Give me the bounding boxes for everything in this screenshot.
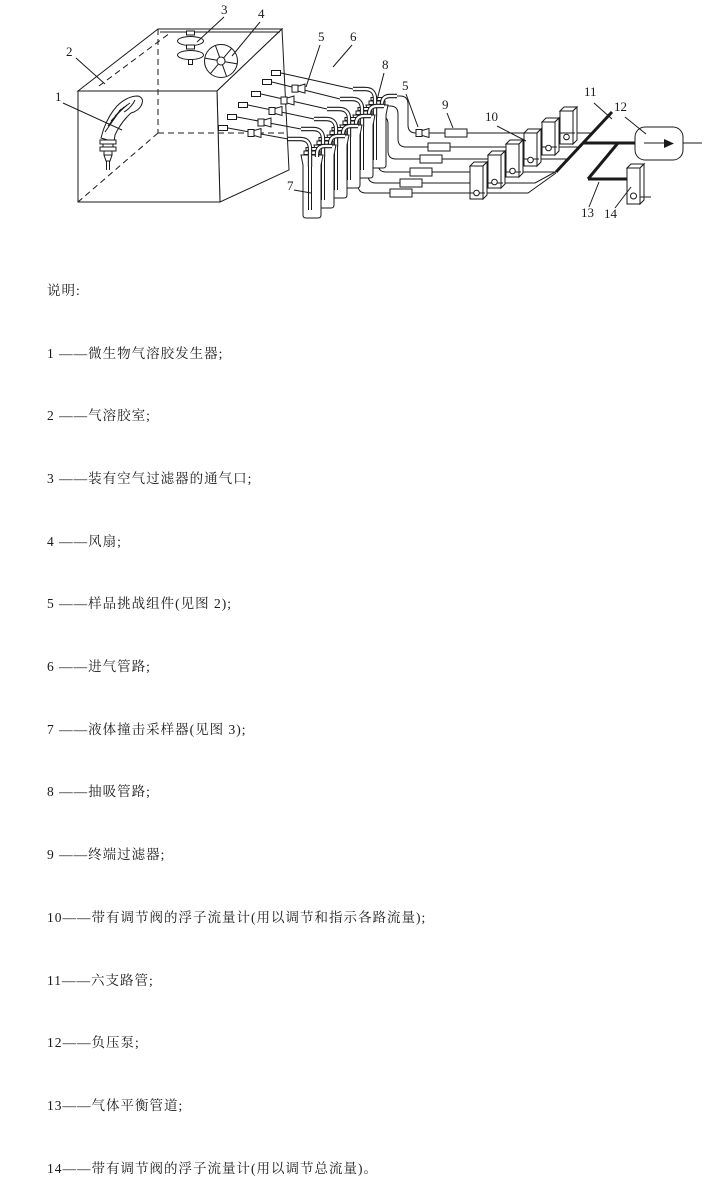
terminal-filter (410, 168, 432, 176)
figure-label: 5 (402, 78, 409, 93)
rotameter (558, 107, 577, 144)
sample-challenge-assembly (281, 96, 294, 105)
figure-label: 14 (604, 206, 617, 221)
terminal-filter (428, 143, 450, 151)
sample-challenge-assembly (269, 107, 282, 116)
figure-label: 8 (382, 57, 389, 72)
legend (47, 239, 426, 1200)
legend-item: 9 ——终端过滤器; (47, 847, 166, 863)
rotameter (504, 140, 523, 177)
legend-item: 10——带有调节阀的浮子流量计(用以调节和指示各路流量); (47, 909, 427, 925)
terminal-filter (390, 189, 412, 197)
figure-label: 3 (221, 2, 228, 17)
legend-item: 11——六支路管; (47, 972, 154, 988)
figure-label: 2 (66, 44, 73, 59)
figure-label: 1 (55, 89, 62, 104)
sample-challenge-assembly (416, 129, 429, 138)
sample-challenge-assembly (292, 84, 305, 93)
vacuum-pump (635, 127, 702, 160)
total-flow-rotameter (627, 164, 651, 204)
figure-label: 6 (350, 29, 357, 44)
figure-label: 4 (258, 6, 265, 21)
legend-item: 14——带有调节阀的浮子流量计(用以调节总流量)。 (47, 1160, 378, 1176)
rotameter (540, 118, 559, 155)
figure-label: 13 (581, 205, 594, 220)
figure-label: 12 (614, 99, 627, 114)
sample-challenge-assembly (248, 129, 261, 138)
terminal-filter (400, 179, 422, 187)
rotameter (522, 129, 541, 166)
legend-item: 1 ——微生物气溶胶发生器; (47, 345, 224, 361)
apparatus-diagram (0, 0, 714, 238)
legend-item: 8 ——抽吸管路; (47, 784, 151, 800)
gas-balance-line (588, 143, 627, 179)
legend-item: 7 ——液体撞击采样器(见图 3); (47, 721, 247, 737)
figure-label: 11 (584, 84, 597, 99)
legend-item: 5 ——样品挑战组件(见图 2); (47, 596, 232, 612)
rotameter (486, 151, 505, 188)
legend-item: 12——负压泵; (47, 1035, 140, 1051)
fan (205, 45, 238, 78)
figure-label: 5 (318, 29, 325, 44)
terminal-filter (420, 155, 442, 163)
figure-label: 9 (442, 97, 449, 112)
legend-item: 3 ——装有空气过滤器的通气口; (47, 470, 253, 486)
legend-item: 4 ——风扇; (47, 533, 122, 549)
legend-heading: 说明: (47, 282, 81, 298)
legend-item: 2 ——气溶胶室; (47, 408, 151, 424)
rotameter (468, 162, 487, 199)
impingers (288, 89, 397, 218)
legend-item: 6 ——进气管路; (47, 659, 151, 675)
sample-challenge-assembly (258, 118, 271, 127)
terminal-filter (445, 129, 467, 137)
legend-item: 13——气体平衡管道; (47, 1097, 184, 1113)
figure-label: 7 (287, 178, 294, 193)
figure-label: 10 (485, 109, 498, 124)
